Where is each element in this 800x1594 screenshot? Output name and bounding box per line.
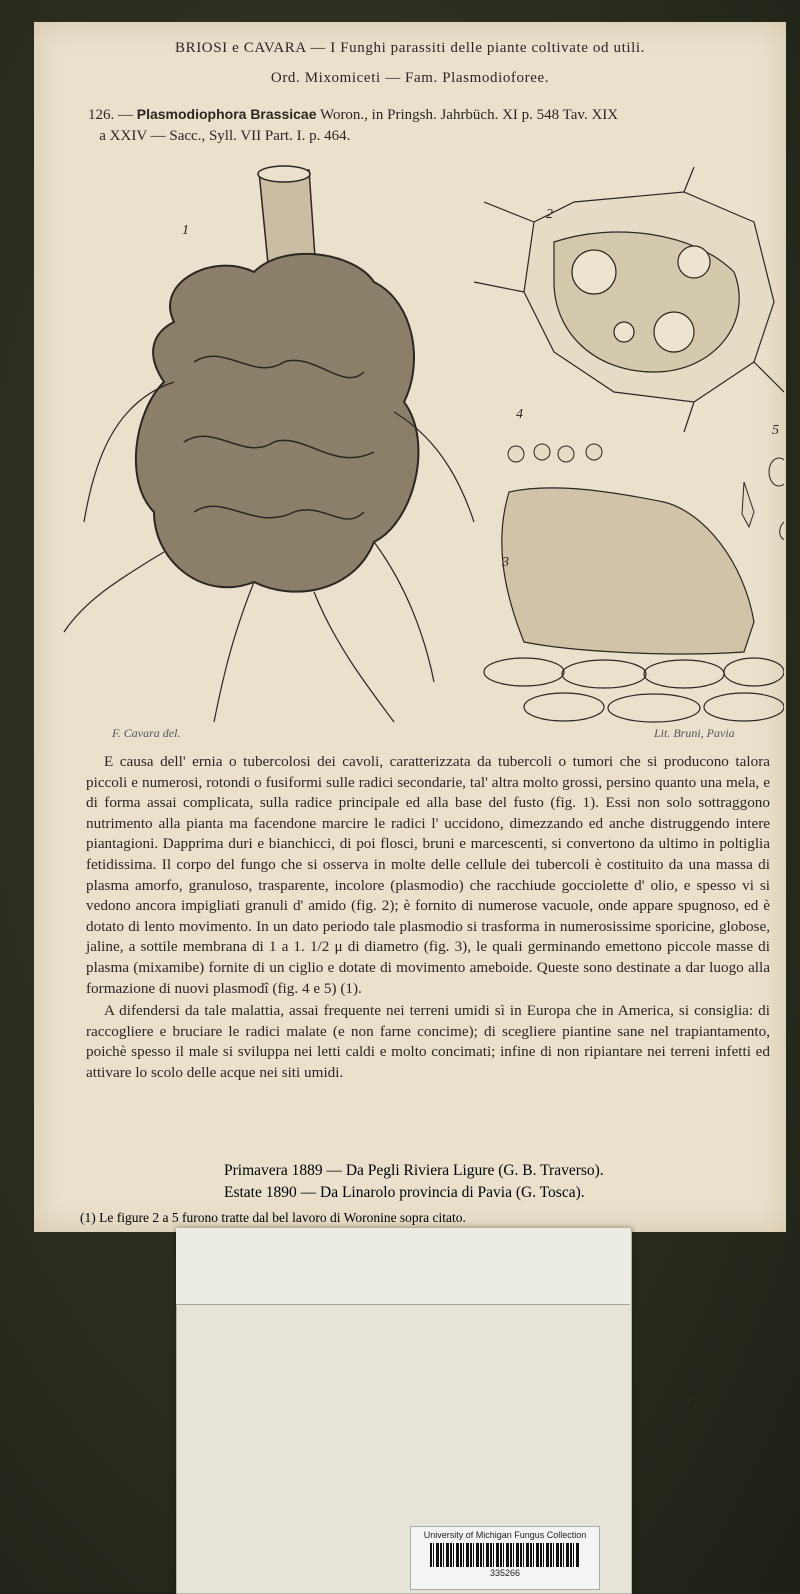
fig2-number: 2 bbox=[546, 207, 553, 222]
barcode-icon bbox=[430, 1543, 580, 1567]
fig2-cell-drawing bbox=[474, 167, 784, 432]
description-text bbox=[86, 752, 770, 1084]
collection-records bbox=[224, 1160, 604, 1204]
collection-record-1: Primavera 1889 — Da Pegli Riviera Ligure (G. B. Traverso). bbox=[224, 1162, 604, 1179]
specimen-packet-flap bbox=[176, 1228, 630, 1305]
fig1-number: 1 bbox=[182, 223, 189, 238]
fig1-clubroot-drawing bbox=[64, 166, 474, 722]
printed-sheet bbox=[34, 22, 786, 1232]
fig5-number: 5 bbox=[772, 423, 779, 438]
footnote: (1) Le figure 2 a 5 furono tratte dal bel lavoro di Woronine sopra citato. bbox=[80, 1210, 466, 1225]
fig3-number: 3 bbox=[502, 555, 509, 570]
description-paragraph-1: E causa dell' ernia o tubercolosi dei cavoli, caratterizzata da tubercoli o tumori che si producono talora piccoli e numerosi, rotondi o fusiformi sulle radici secondarie, tal' altra molto grossi, persino quanto una mela, e di forma assai complicata, sulla radice principale ed alla base del fusto (fig. 1). Essi non solo sottraggono nutrimento alla pianta ma facendone marcire le radici l' uccidono, dimezzando ed anche distruggendo intere piantagioni. Dapprima duri e bianchicci, di poi flosci, bruni e marcescenti, si convertono da ultimo in poltiglia fetidissima. Il corpo del fungo che si osserva in molte delle cellule dei tubercoli è costituito da una massa di plasma amorfo, granuloso, trasparente, incolore (plasmodio) che racchiude gocciolette d' olio, e spesso vi si vedono ancora impigliati granuli d' amido (fig. 2); è fornito di numerose vacuole, onde appare spugnoso, ed è dotato di lento movimento. In un dato periodo tale plasmodio si trasforma in numerosissime sporicine, globose, jaline, a sottile membrana di 1 a 1. 1/2 μ di diametro (fig. 3), le quali germinando emettono piccole masse di plasma (mixamibe) fornite di un ciglio e dotate di movimento ameboide. Queste sono destinate a dar luogo alla formazione di nuovi plasmodî (fig. 4 e 5) (1). bbox=[86, 753, 770, 997]
fig3-spore-mass-drawing bbox=[484, 488, 784, 722]
collection-label bbox=[410, 1526, 600, 1590]
fig4-spores-drawing bbox=[508, 444, 602, 462]
book-header: BRIOSI e CAVARA — I Funghi parassiti delle piante coltivate od utili. bbox=[175, 40, 645, 56]
family-header: Ord. Mixomiceti — Fam. Plasmodioforee. bbox=[270, 70, 550, 86]
species-entry bbox=[88, 104, 768, 147]
pencil-mark: / bbox=[688, 1393, 692, 1408]
collection-record-2: Estate 1890 — Da Linarolo provincia di Pavia (G. Tosca). bbox=[224, 1184, 585, 1201]
lithographer-credit: Lit. Bruni, Pavia bbox=[654, 726, 735, 740]
species-name: Plasmodiophora Brassicae bbox=[136, 106, 317, 122]
illustration-plate bbox=[54, 162, 784, 747]
artist-credit: F. Cavara del. bbox=[112, 726, 181, 740]
fig5-mixamibe-drawing bbox=[742, 458, 784, 541]
entry-reference-1: Woron., in Pringsh. Jahrbüch. XI p. 548 Tav. XIX bbox=[319, 107, 619, 123]
fig4-number: 4 bbox=[516, 407, 523, 422]
entry-number: 126. — bbox=[88, 107, 133, 123]
description-paragraph-2: A difendersi da tale malattia, assai frequente nei terreni umidi sì in Europa che in America, si consiglia: di raccogliere e bruciare le radici malate (e non farne concime); di scegliere piantine sane nel trapiantamento, poichè spesso il male si sviluppa nei letti caldi e molto concimati; infine di non ripiantare nei terreni infetti ed attivare lo scolo delle acque nei siti umidi. bbox=[86, 1002, 770, 1081]
entry-reference-2: a XXIV — Sacc., Syll. VII Part. I. p. 464. bbox=[99, 128, 351, 144]
barcode-number: 335266 bbox=[489, 1568, 521, 1578]
institution-name: University of Michigan Fungus Collection bbox=[423, 1530, 587, 1540]
